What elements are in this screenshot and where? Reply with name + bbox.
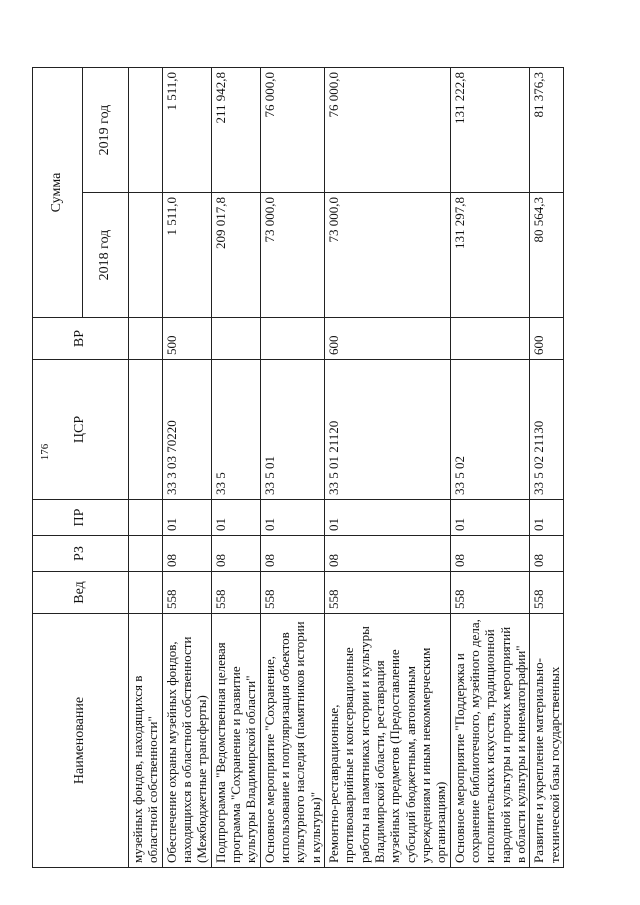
header-pr: ПР bbox=[33, 500, 129, 536]
cell-rz: 08 bbox=[324, 536, 450, 572]
cell-sum-2018 bbox=[129, 193, 163, 318]
cell-rz: 08 bbox=[162, 536, 211, 572]
cell-ved: 558 bbox=[450, 572, 530, 614]
cell-sum-2018: 209 017,8 bbox=[211, 193, 260, 318]
cell-vr bbox=[450, 318, 530, 360]
cell-ved: 558 bbox=[260, 572, 324, 614]
table-body bbox=[129, 68, 564, 868]
header-name: Наименование bbox=[33, 614, 129, 868]
cell-pr: 01 bbox=[162, 500, 211, 536]
table-row bbox=[530, 68, 564, 868]
cell-csr: 33 5 02 bbox=[450, 360, 530, 500]
header-year-2018: 2018 год bbox=[83, 193, 129, 318]
table-header bbox=[33, 68, 129, 868]
cell-name: Обеспечение охраны музейных фондов, находящихся в областной собственности (Межбюджетные трансферты) bbox=[162, 614, 211, 868]
cell-sum-2018: 73 000,0 bbox=[260, 193, 324, 318]
header-year-2019: 2019 год bbox=[83, 68, 129, 193]
cell-vr bbox=[260, 318, 324, 360]
header-vr: ВР bbox=[33, 318, 129, 360]
cell-vr: 600 bbox=[324, 318, 450, 360]
header-csr: ЦСР bbox=[33, 360, 129, 500]
cell-csr: 33 5 01 bbox=[260, 360, 324, 500]
table-row bbox=[129, 68, 163, 868]
cell-vr: 600 bbox=[530, 318, 564, 360]
cell-sum-2018: 80 564,3 bbox=[530, 193, 564, 318]
cell-sum-2019: 131 222,8 bbox=[450, 68, 530, 193]
cell-ved: 558 bbox=[324, 572, 450, 614]
cell-ved: 558 bbox=[162, 572, 211, 614]
cell-csr bbox=[129, 360, 163, 500]
cell-name: Основное мероприятие "Поддержка и сохранение библиотечного, музейного дела, исполнительских искусств, традиционной народной культуры и прочих мероприятий в области культуры и кинематографии" bbox=[450, 614, 530, 868]
cell-ved: 558 bbox=[530, 572, 564, 614]
cell-rz: 08 bbox=[450, 536, 530, 572]
cell-vr: 500 bbox=[162, 318, 211, 360]
header-ved: Вед bbox=[33, 572, 129, 614]
cell-pr: 01 bbox=[450, 500, 530, 536]
header-rz: РЗ bbox=[33, 536, 129, 572]
cell-sum-2019: 1 511,0 bbox=[162, 68, 211, 193]
cell-sum-2019: 81 376,3 bbox=[530, 68, 564, 193]
cell-pr: 01 bbox=[260, 500, 324, 536]
cell-rz: 08 bbox=[211, 536, 260, 572]
cell-pr: 01 bbox=[530, 500, 564, 536]
table-row bbox=[324, 68, 450, 868]
cell-ved: 558 bbox=[211, 572, 260, 614]
cell-csr: 33 3 03 70220 bbox=[162, 360, 211, 500]
cell-sum-2018: 131 297,8 bbox=[450, 193, 530, 318]
cell-pr bbox=[129, 500, 163, 536]
cell-pr: 01 bbox=[211, 500, 260, 536]
cell-csr: 33 5 02 21130 bbox=[530, 360, 564, 500]
table-row bbox=[450, 68, 530, 868]
cell-sum-2019: 211 942,8 bbox=[211, 68, 260, 193]
cell-sum-2019: 76 000,0 bbox=[324, 68, 450, 193]
table-row bbox=[260, 68, 324, 868]
cell-rz: 08 bbox=[530, 536, 564, 572]
cell-sum-2018: 1 511,0 bbox=[162, 193, 211, 318]
cell-name: Ремонтно-реставрационные, противоаварийные и консервационные работы на памятниках истории и культуры Владимирской области, реставрация музейных предметов (Предоставление субсидий бюджетным, автономным учреждениям и иным некоммерческим организациям) bbox=[324, 614, 450, 868]
cell-vr bbox=[211, 318, 260, 360]
cell-csr: 33 5 01 21120 bbox=[324, 360, 450, 500]
cell-sum-2019: 76 000,0 bbox=[260, 68, 324, 193]
table-row bbox=[162, 68, 211, 868]
cell-name: Подпрограмма "Ведомственная целевая программа "Сохранение и развитие культуры Владимирской области" bbox=[211, 614, 260, 868]
cell-vr bbox=[129, 318, 163, 360]
cell-name: Основное мероприятие "Сохранение, использование и популяризация объектов культурного наследия (памятников истории и культуры)" bbox=[260, 614, 324, 868]
page-number: 176 bbox=[39, 443, 51, 461]
budget-table-container bbox=[32, 68, 612, 868]
cell-sum-2018: 73 000,0 bbox=[324, 193, 450, 318]
cell-sum-2019 bbox=[129, 68, 163, 193]
header-sum: Сумма bbox=[33, 68, 83, 318]
budget-table bbox=[32, 67, 564, 868]
cell-csr: 33 5 bbox=[211, 360, 260, 500]
cell-pr: 01 bbox=[324, 500, 450, 536]
table-row bbox=[211, 68, 260, 868]
cell-ved bbox=[129, 572, 163, 614]
cell-rz bbox=[129, 536, 163, 572]
cell-rz: 08 bbox=[260, 536, 324, 572]
cell-name: музейных фондов, находящихся в областной собственности" bbox=[129, 614, 163, 868]
cell-name: Развитие и укрепление материально-технической базы государственных bbox=[530, 614, 564, 868]
